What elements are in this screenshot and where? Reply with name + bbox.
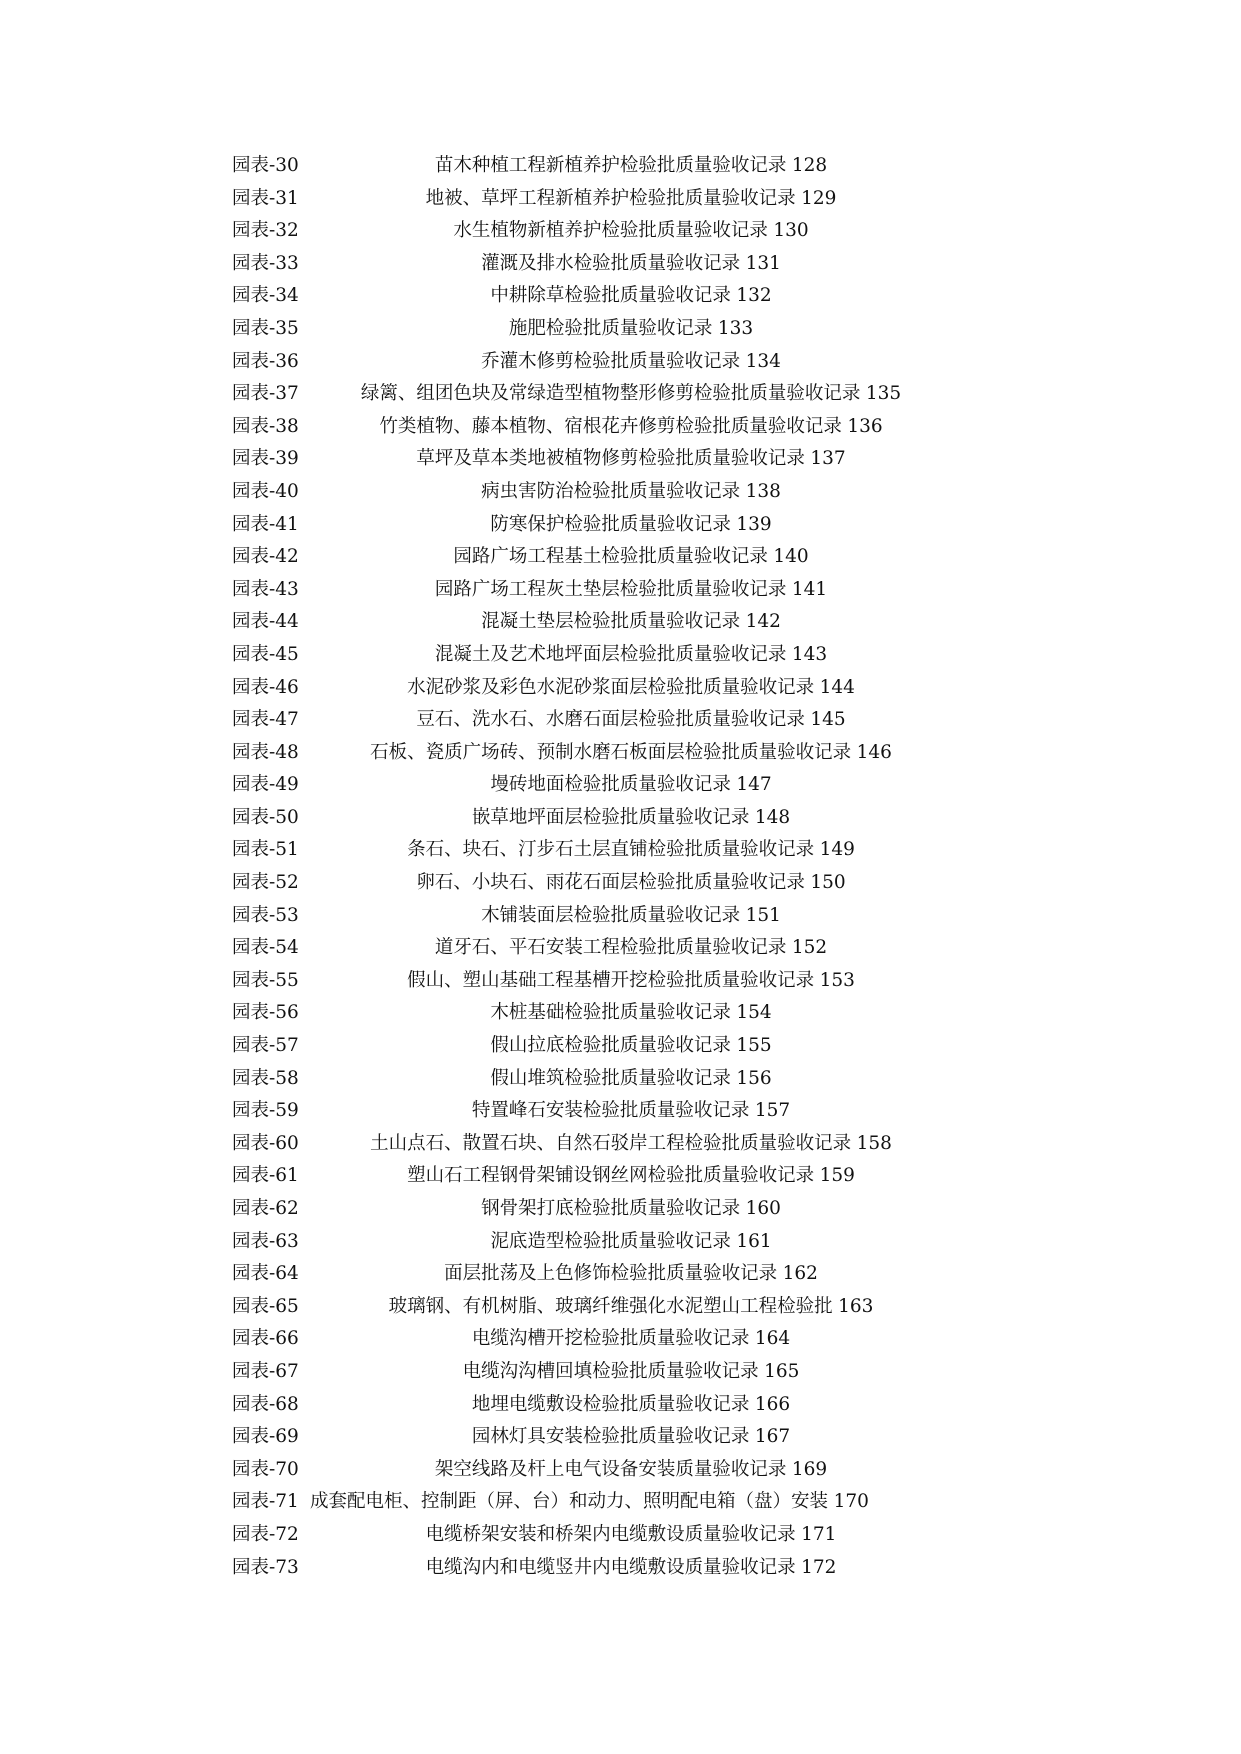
- toc-row[interactable]: [0, 346, 1241, 379]
- toc-row[interactable]: [0, 1258, 1241, 1291]
- entry-text: [490, 1226, 771, 1259]
- form-code: 园表-50: [232, 806, 299, 828]
- entry-title: 园林灯具安装检验批质量验收记录: [471, 1426, 750, 1448]
- form-code: 园表-55: [232, 969, 299, 991]
- toc-row[interactable]: [0, 769, 1241, 802]
- entry-text: [426, 1519, 837, 1552]
- entry-title: 病虫害防治检验批质量验收记录: [481, 480, 741, 502]
- form-code: 园表-68: [232, 1393, 299, 1415]
- entry-title: 泥底造型检验批质量验收记录: [490, 1230, 731, 1252]
- entry-text: [435, 574, 827, 607]
- form-code: 园表-31: [232, 187, 299, 209]
- entry-title: 防寒保护检验批质量验收记录: [490, 513, 731, 535]
- page-number: 132: [736, 285, 772, 307]
- entry-text: [490, 997, 771, 1030]
- entry-text: [481, 346, 781, 379]
- entry-title: 竹类植物、藤本植物、宿根花卉修剪检验批质量验收记录: [379, 415, 842, 437]
- form-code: 园表-43: [232, 578, 299, 600]
- page-number: 133: [717, 317, 754, 339]
- form-code: 园表-63: [232, 1230, 299, 1252]
- form-code: 园表-30: [232, 155, 299, 176]
- entry-title: 面层批荡及上色修饰检验批质量验收记录: [444, 1263, 778, 1285]
- entry-text: [435, 639, 827, 672]
- entry-text: [472, 1323, 790, 1356]
- entry-text: [379, 411, 882, 444]
- form-code: 园表-32: [232, 220, 299, 242]
- toc-row[interactable]: [0, 1030, 1241, 1063]
- entry-text: [463, 1356, 800, 1389]
- toc-row[interactable]: [0, 1389, 1241, 1422]
- entry-text: [416, 704, 845, 737]
- page-number: 153: [819, 969, 855, 991]
- entry-title: 假山拉底检验批质量验收记录: [490, 1035, 731, 1057]
- form-code: 园表-65: [232, 1295, 299, 1317]
- entry-text: [453, 541, 808, 574]
- entry-title: 成套配电柜、控制距（屏、台）和动力、照明配电箱（盘）安装: [310, 1491, 829, 1513]
- form-code: 园表-45: [232, 643, 299, 665]
- page-number: 159: [819, 1165, 855, 1187]
- entry-title: 条石、块石、汀步石土层直铺检验批质量验收记录: [407, 839, 815, 861]
- form-code: 园表-46: [232, 676, 299, 698]
- entry-title: 乔灌木修剪检验批质量验收记录: [481, 350, 741, 372]
- entry-text: [370, 737, 892, 770]
- entry-title: 园路广场工程灰土垫层检验批质量验收记录: [434, 578, 787, 600]
- form-code: 园表-42: [232, 546, 299, 568]
- page-number: 137: [810, 448, 846, 470]
- entry-text: [472, 1095, 790, 1128]
- entry-title: 电缆桥架安装和桥架内电缆敷设质量验收记录: [425, 1523, 796, 1545]
- entry-title: 钢骨架打底检验批质量验收记录: [481, 1198, 741, 1219]
- toc-row[interactable]: [0, 1291, 1241, 1324]
- toc-row[interactable]: [0, 704, 1241, 737]
- page-number: 149: [819, 839, 855, 861]
- toc-row[interactable]: [0, 932, 1241, 965]
- toc-row[interactable]: [0, 1063, 1241, 1096]
- entry-title: 水泥砂浆及彩色水泥砂浆面层检验批质量验收记录: [407, 676, 815, 698]
- entry-title: 木铺装面层检验批质量验收记录: [481, 904, 741, 926]
- entry-text: [407, 1160, 855, 1193]
- toc-row[interactable]: [0, 313, 1241, 346]
- page-number: 139: [736, 513, 772, 535]
- toc-row[interactable]: [0, 867, 1241, 900]
- page-number: 128: [791, 155, 828, 176]
- toc-row[interactable]: [0, 802, 1241, 835]
- toc-row[interactable]: [0, 248, 1241, 281]
- page-number: 131: [745, 252, 781, 274]
- page-number: 156: [736, 1067, 772, 1089]
- page-number: 130: [773, 220, 809, 242]
- entry-text: [453, 215, 808, 248]
- form-code: 园表-56: [232, 1002, 299, 1024]
- page-number: 146: [856, 741, 892, 763]
- form-code: 园表-34: [232, 285, 299, 307]
- toc-row[interactable]: [0, 1421, 1241, 1454]
- page-number: 144: [819, 676, 855, 698]
- form-code: 园表-73: [232, 1556, 299, 1578]
- entry-text: [472, 802, 790, 835]
- entry-text: [435, 932, 827, 965]
- entry-title: 木桩基础检验批质量验收记录: [490, 1002, 731, 1024]
- entry-title: 卵石、小块石、雨花石面层检验批质量验收记录: [416, 872, 805, 894]
- toc-row[interactable]: [0, 1323, 1241, 1356]
- entry-title: 架空线路及杆上电气设备安装质量验收记录: [434, 1458, 787, 1480]
- form-code: 园表-39: [232, 448, 299, 470]
- entry-title: 绿篱、组团色块及常绿造型植物整形修剪检验批质量验收记录: [360, 383, 861, 405]
- page-number: 163: [838, 1295, 874, 1317]
- form-code: 园表-71: [232, 1491, 299, 1513]
- entry-title: 水生植物新植养护检验批质量验收记录: [453, 220, 768, 242]
- entry-text: [310, 1486, 869, 1519]
- form-code: 园表-57: [232, 1035, 299, 1057]
- form-code: 园表-59: [232, 1100, 299, 1122]
- page-number: 151: [745, 904, 781, 926]
- page-number: 134: [745, 350, 781, 372]
- entry-title: 电缆沟内和电缆竖井内电缆敷设质量验收记录: [425, 1556, 796, 1578]
- entry-text: [389, 1291, 874, 1324]
- toc-row[interactable]: [0, 1519, 1241, 1552]
- form-code: 园表-69: [232, 1426, 299, 1448]
- page-number: 129: [801, 187, 837, 209]
- toc-row[interactable]: [0, 997, 1241, 1030]
- toc-row[interactable]: [0, 639, 1241, 672]
- page-number: 169: [791, 1458, 828, 1480]
- toc-row[interactable]: [0, 606, 1241, 639]
- entry-title: 假山、塑山基础工程基槽开挖检验批质量验收记录: [407, 969, 815, 991]
- form-code: 园表-54: [232, 937, 299, 959]
- entry-text: [472, 1421, 790, 1454]
- page-number: 154: [736, 1002, 772, 1024]
- entry-text: [481, 1193, 781, 1226]
- page-number: 167: [754, 1426, 791, 1448]
- toc-row[interactable]: [0, 1486, 1241, 1519]
- entry-title: 地埋电缆敷设检验批质量验收记录: [471, 1393, 750, 1415]
- toc-row[interactable]: [0, 476, 1241, 509]
- entry-title: 特置峰石安装检验批质量验收记录: [471, 1100, 750, 1122]
- entry-title: 石板、瓷质广场砖、预制水磨石板面层检验批质量验收记录: [370, 741, 852, 763]
- entry-text: [407, 965, 855, 998]
- entry-title: 草坪及草本类地被植物修剪检验批质量验收记录: [416, 448, 805, 470]
- page-number: 172: [801, 1556, 837, 1578]
- toc-row[interactable]: [0, 183, 1241, 216]
- toc-row[interactable]: [0, 965, 1241, 998]
- entry-title: 施肥检验批质量验收记录: [508, 317, 713, 339]
- toc-row[interactable]: [0, 411, 1241, 444]
- toc-row[interactable]: [0, 1160, 1241, 1193]
- entry-text: [435, 150, 827, 183]
- form-code: 园表-51: [232, 839, 299, 861]
- toc-row[interactable]: [0, 280, 1241, 313]
- toc-row[interactable]: [0, 1454, 1241, 1487]
- entry-text: [435, 1454, 827, 1487]
- page-number: 165: [764, 1360, 800, 1382]
- entry-title: 豆石、洗水石、水磨石面层检验批质量验收记录: [416, 709, 805, 731]
- entry-title: 灌溉及排水检验批质量验收记录: [481, 252, 741, 274]
- entry-text: [416, 443, 845, 476]
- page-number: 145: [810, 709, 846, 731]
- form-code: 园表-44: [232, 611, 299, 633]
- form-code: 园表-35: [232, 317, 299, 339]
- entry-title: 园路广场工程基土检验批质量验收记录: [453, 546, 768, 568]
- entry-text: [481, 606, 781, 639]
- entry-text: [490, 280, 771, 313]
- page-number: 143: [791, 643, 828, 665]
- toc-row[interactable]: [0, 900, 1241, 933]
- page-number: 161: [736, 1230, 772, 1252]
- entry-text: [481, 900, 781, 933]
- entry-title: 电缆沟槽开挖检验批质量验收记录: [471, 1328, 750, 1350]
- form-code: 园表-67: [232, 1360, 299, 1382]
- entry-title: 苗木种植工程新植养护检验批质量验收记录: [434, 155, 787, 176]
- entry-title: 混凝土垫层检验批质量验收记录: [481, 611, 741, 633]
- entry-text: [426, 1552, 837, 1585]
- toc-row[interactable]: [0, 672, 1241, 705]
- entry-text: [490, 1030, 771, 1063]
- page-number: 142: [745, 611, 781, 633]
- entry-text: [407, 834, 855, 867]
- entry-title: 塑山石工程钢骨架铺设钢丝网检验批质量验收记录: [407, 1165, 815, 1187]
- toc-row[interactable]: [0, 215, 1241, 248]
- entry-title: 中耕除草检验批质量验收记录: [490, 285, 731, 307]
- page-number: 135: [865, 383, 902, 405]
- entry-text: [490, 509, 771, 542]
- entry-title: 地被、草坪工程新植养护检验批质量验收记录: [425, 187, 796, 209]
- entry-title: 墁砖地面检验批质量验收记录: [490, 774, 731, 796]
- form-code: 园表-33: [232, 252, 299, 274]
- page-number: 138: [745, 480, 781, 502]
- entry-text: [361, 378, 901, 411]
- form-code: 园表-52: [232, 872, 299, 894]
- toc-row[interactable]: [0, 834, 1241, 867]
- toc-row[interactable]: [0, 1226, 1241, 1259]
- page-number: 158: [856, 1132, 892, 1154]
- form-code: 园表-49: [232, 774, 299, 796]
- form-code: 园表-58: [232, 1067, 299, 1089]
- toc-row[interactable]: [0, 1193, 1241, 1226]
- toc-row[interactable]: [0, 1095, 1241, 1128]
- form-code: 园表-40: [232, 480, 299, 502]
- page-number: 148: [754, 806, 791, 828]
- form-code: 园表-70: [232, 1458, 299, 1480]
- form-code: 园表-72: [232, 1523, 299, 1545]
- entry-text: [481, 248, 781, 281]
- entry-title: 玻璃钢、有机树脂、玻璃纤维强化水泥塑山工程检验批: [388, 1295, 833, 1317]
- toc-row[interactable]: [0, 1552, 1241, 1585]
- form-code: 园表-47: [232, 709, 299, 731]
- toc-row[interactable]: [0, 150, 1241, 183]
- page-number: 147: [736, 774, 772, 796]
- entry-text: [490, 769, 771, 802]
- page-number: 164: [754, 1328, 791, 1350]
- form-code: 园表-41: [232, 513, 299, 535]
- toc-row[interactable]: [0, 737, 1241, 770]
- page-number: 136: [847, 415, 883, 437]
- toc-row[interactable]: [0, 1356, 1241, 1389]
- form-code: 园表-36: [232, 350, 299, 372]
- entry-title: 电缆沟沟槽回填检验批质量验收记录: [462, 1360, 759, 1382]
- page-number: 140: [773, 546, 809, 568]
- entry-text: [416, 867, 845, 900]
- entry-text: [370, 1128, 892, 1161]
- entry-text: [490, 1063, 771, 1096]
- page-number: 141: [791, 578, 828, 600]
- form-code: 园表-53: [232, 904, 299, 926]
- entry-text: [407, 672, 855, 705]
- form-code: 园表-66: [232, 1328, 299, 1350]
- form-code: 园表-38: [232, 415, 299, 437]
- entry-text: [481, 476, 781, 509]
- page-number: 157: [754, 1100, 791, 1122]
- toc-row[interactable]: [0, 574, 1241, 607]
- table-of-contents: [0, 150, 1241, 1584]
- form-code: 园表-61: [232, 1165, 299, 1187]
- toc-row[interactable]: [0, 378, 1241, 411]
- page-number: 162: [782, 1263, 818, 1285]
- entry-title: 假山堆筑检验批质量验收记录: [490, 1067, 731, 1089]
- toc-row[interactable]: [0, 541, 1241, 574]
- entry-text: [509, 313, 753, 346]
- entry-text: [426, 183, 837, 216]
- entry-text: [472, 1389, 790, 1422]
- page-number: 150: [810, 872, 846, 894]
- toc-row[interactable]: [0, 1128, 1241, 1161]
- page-number: 155: [736, 1035, 772, 1057]
- form-code: 园表-62: [232, 1198, 299, 1219]
- form-code: 园表-37: [232, 383, 299, 405]
- page-number: 170: [833, 1491, 869, 1513]
- toc-row[interactable]: [0, 443, 1241, 476]
- form-code: 园表-48: [232, 741, 299, 763]
- page-number: 160: [745, 1198, 781, 1219]
- entry-title: 道牙石、平石安装工程检验批质量验收记录: [434, 937, 787, 959]
- form-code: 园表-64: [232, 1263, 299, 1285]
- entry-title: 土山点石、散置石块、自然石驳岸工程检验批质量验收记录: [370, 1132, 852, 1154]
- entry-text: [444, 1258, 818, 1291]
- form-code: 园表-60: [232, 1132, 299, 1154]
- page-number: 166: [754, 1393, 791, 1415]
- entry-title: 混凝土及艺术地坪面层检验批质量验收记录: [434, 643, 787, 665]
- toc-row[interactable]: [0, 509, 1241, 542]
- page-number: 152: [791, 937, 828, 959]
- entry-title: 嵌草地坪面层检验批质量验收记录: [471, 806, 750, 828]
- page-number: 171: [801, 1523, 837, 1545]
